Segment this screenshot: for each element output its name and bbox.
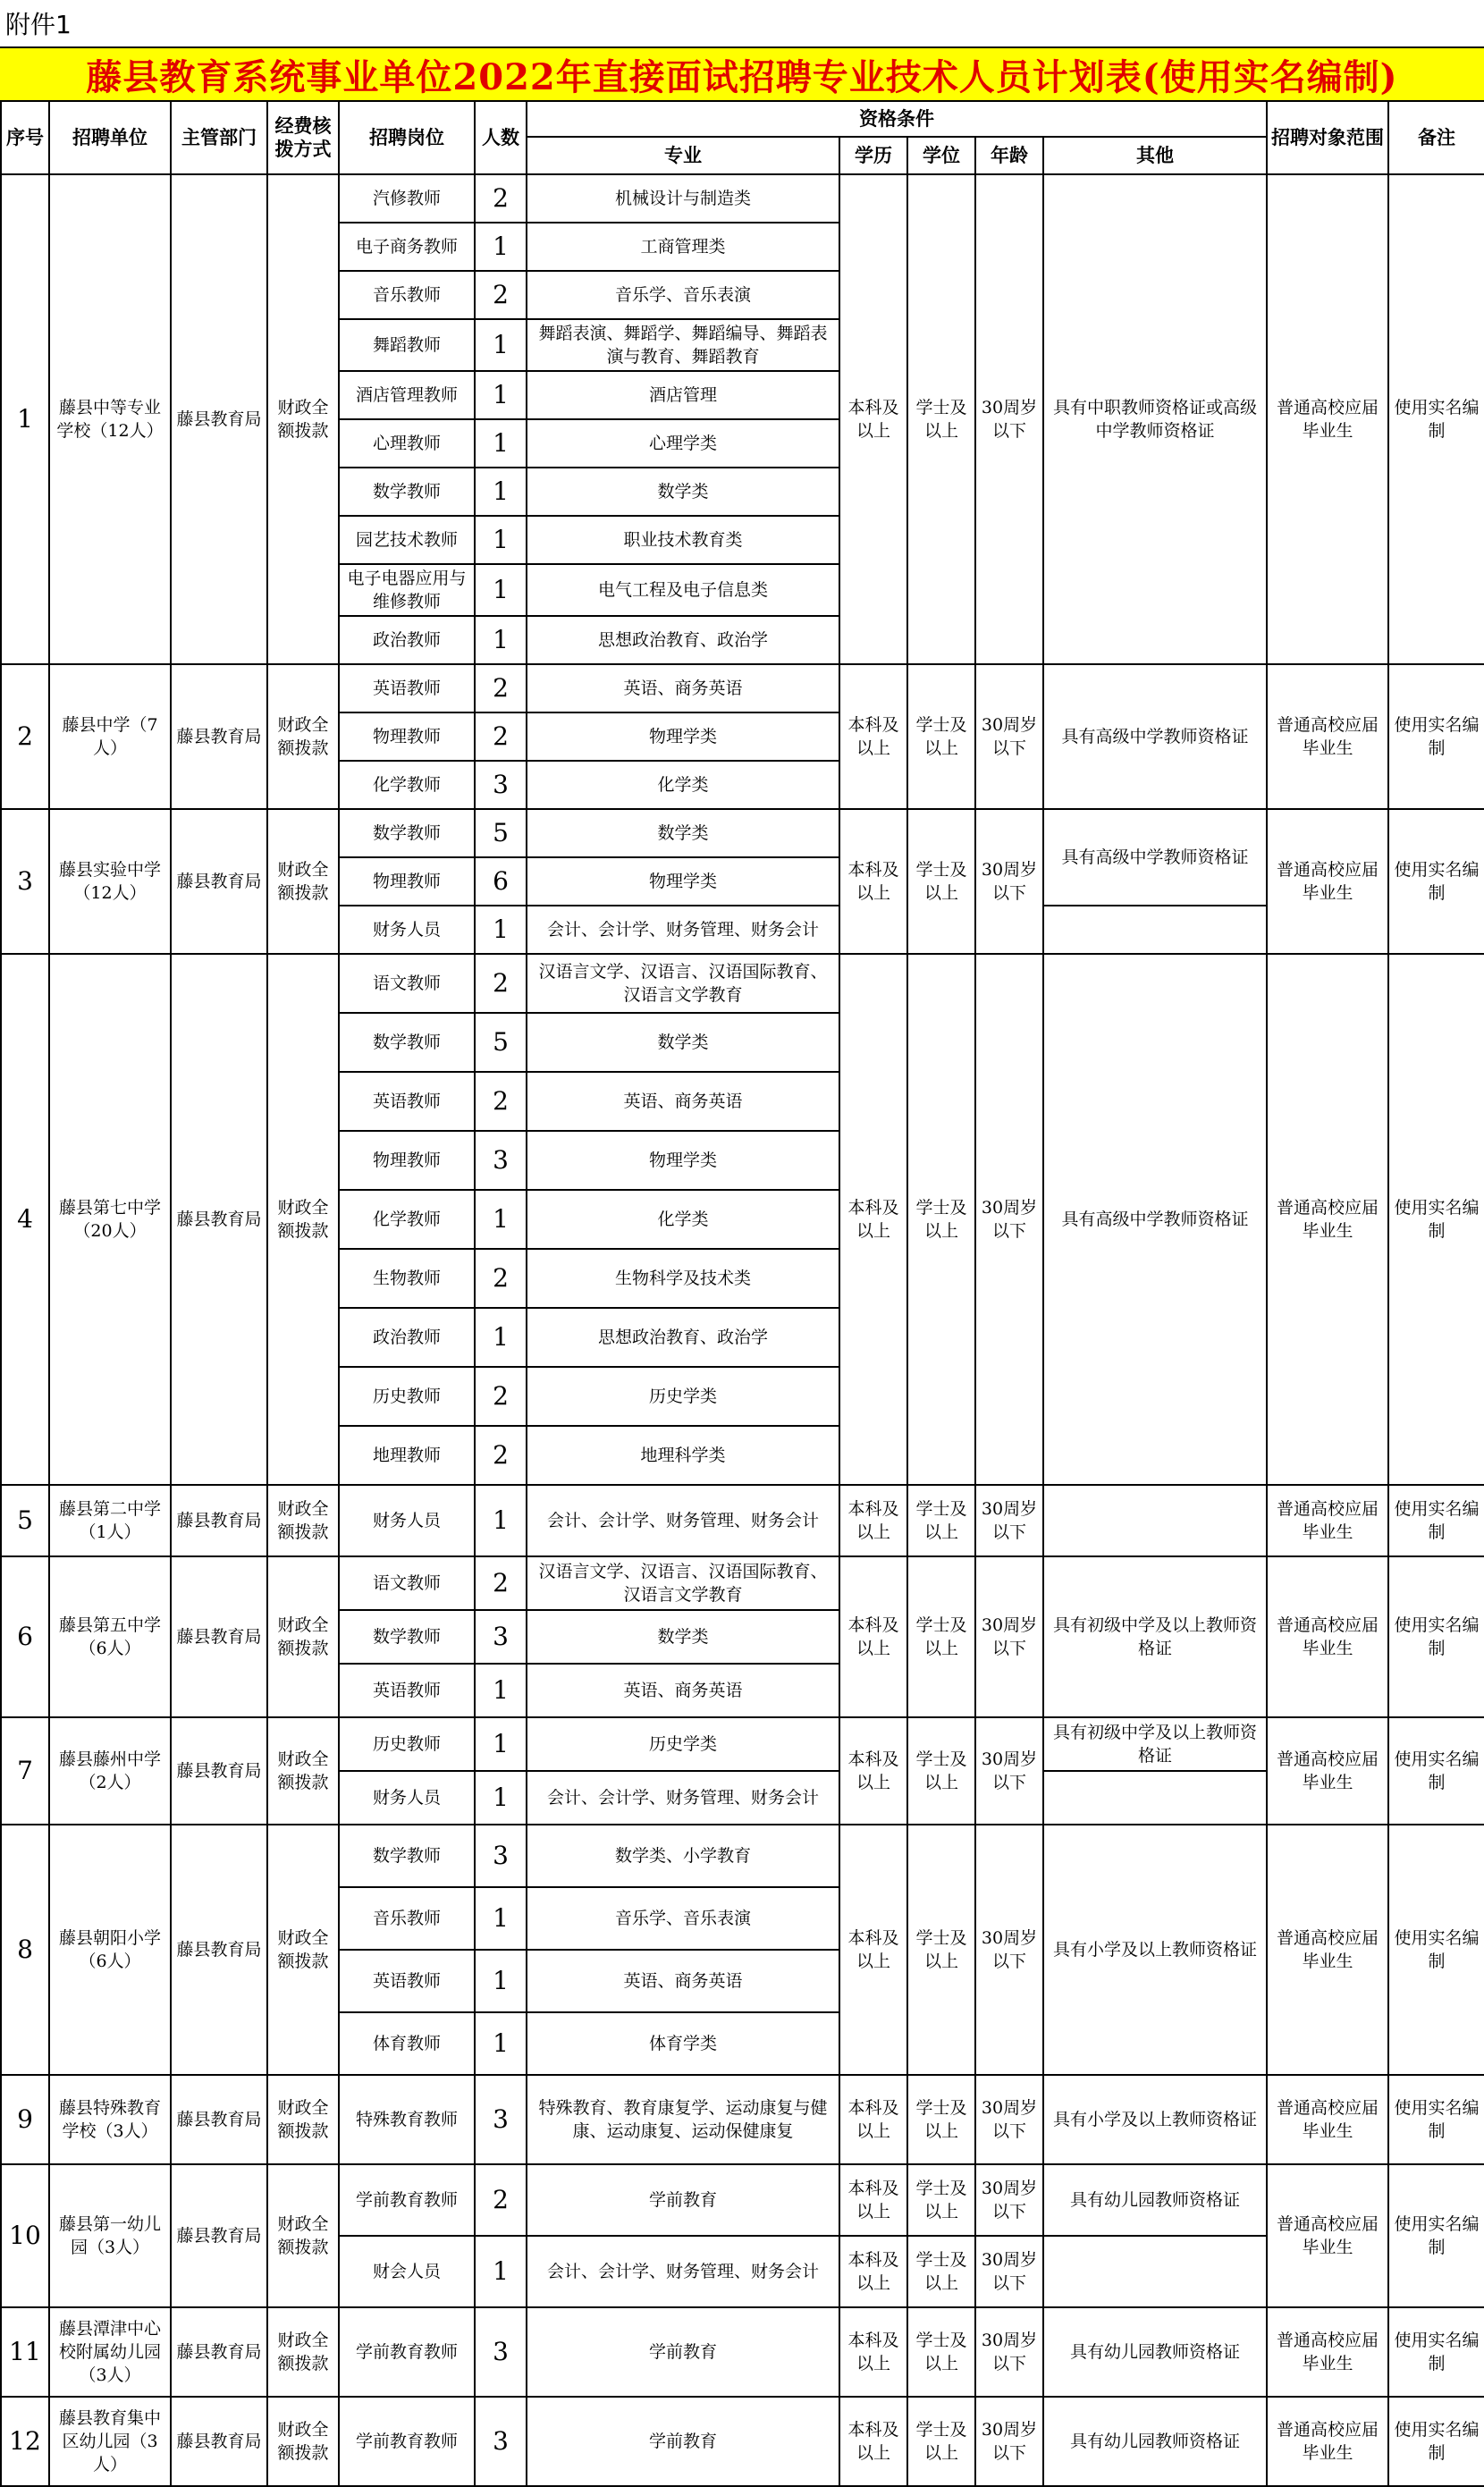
row-age: 30周岁以下 <box>975 1556 1043 1717</box>
row-post: 学前教育教师 <box>339 2307 475 2397</box>
row-post: 生物教师 <box>339 1249 475 1308</box>
row-education: 本科及以上 <box>839 174 907 664</box>
header-age: 年龄 <box>975 137 1043 174</box>
row-degree: 学士及以上 <box>907 2397 975 2486</box>
row-dept: 藤县教育局 <box>171 1825 267 2075</box>
row-funding: 财政全额拨款 <box>267 1825 339 2075</box>
row-post: 化学教师 <box>339 761 475 809</box>
row-note: 使用实名编制 <box>1388 2164 1484 2307</box>
row-note: 使用实名编制 <box>1388 1556 1484 1717</box>
row-post: 化学教师 <box>339 1190 475 1249</box>
row-seq: 6 <box>1 1556 49 1717</box>
row-post: 数学教师 <box>339 1610 475 1664</box>
header-dept: 主管部门 <box>171 101 267 174</box>
row-age: 30周岁以下 <box>975 2307 1043 2397</box>
row-count: 2 <box>475 954 527 1013</box>
header-other: 其他 <box>1043 137 1267 174</box>
row-education: 本科及以上 <box>839 2307 907 2397</box>
table-row <box>1 1825 1484 1887</box>
row-degree: 学士及以上 <box>907 1717 975 1825</box>
row-count: 3 <box>475 2075 527 2164</box>
header-note: 备注 <box>1388 101 1484 174</box>
row-scope: 普通高校应届毕业生 <box>1267 954 1388 1485</box>
row-scope: 普通高校应届毕业生 <box>1267 1717 1388 1825</box>
row-note: 使用实名编制 <box>1388 1825 1484 2075</box>
row-unit: 藤县第七中学（20人） <box>49 954 171 1485</box>
row-age: 30周岁以下 <box>975 2397 1043 2486</box>
row-count: 1 <box>475 319 527 371</box>
row-post: 特殊教育教师 <box>339 2075 475 2164</box>
row-post: 财会人员 <box>339 2236 475 2307</box>
row-degree: 学士及以上 <box>907 664 975 809</box>
row-count: 2 <box>475 1556 527 1610</box>
row-major: 英语、商务英语 <box>527 1072 839 1131</box>
row-major: 物理学类 <box>527 1131 839 1190</box>
row-post: 历史教师 <box>339 1717 475 1771</box>
row-other: 具有中职教师资格证或高级中学教师资格证 <box>1043 174 1267 664</box>
table-row <box>1 174 1484 223</box>
row-major: 学前教育 <box>527 2164 839 2236</box>
row-major: 心理学类 <box>527 419 839 468</box>
header-unit: 招聘单位 <box>49 101 171 174</box>
table-row <box>1 2307 1484 2397</box>
row-education: 本科及以上 <box>839 954 907 1485</box>
row-post: 英语教师 <box>339 664 475 712</box>
row-count: 1 <box>475 371 527 419</box>
row-major: 音乐学、音乐表演 <box>527 271 839 319</box>
row-unit: 藤县第一幼儿园（3人） <box>49 2164 171 2307</box>
row-post: 电子商务教师 <box>339 223 475 271</box>
row-other <box>1043 1771 1267 1825</box>
row-post: 汽修教师 <box>339 174 475 223</box>
row-major: 思想政治教育、政治学 <box>527 616 839 664</box>
row-degree: 学士及以上 <box>907 2307 975 2397</box>
row-post: 地理教师 <box>339 1426 475 1485</box>
row-funding: 财政全额拨款 <box>267 809 339 954</box>
header-qualification: 资格条件 <box>527 101 1267 137</box>
header-post: 招聘岗位 <box>339 101 475 174</box>
row-major: 汉语言文学、汉语言、汉语国际教育、汉语言文学教育 <box>527 1556 839 1610</box>
table-row <box>1 1717 1484 1771</box>
row-other <box>1043 906 1267 954</box>
row-post: 数学教师 <box>339 809 475 857</box>
row-funding: 财政全额拨款 <box>267 664 339 809</box>
row-post: 心理教师 <box>339 419 475 468</box>
row-scope: 普通高校应届毕业生 <box>1267 2164 1388 2307</box>
row-post: 语文教师 <box>339 954 475 1013</box>
row-post: 数学教师 <box>339 1825 475 1887</box>
row-unit: 藤县第二中学（1人） <box>49 1485 171 1556</box>
row-count: 3 <box>475 2307 527 2397</box>
row-age: 30周岁以下 <box>975 954 1043 1485</box>
row-education: 本科及以上 <box>839 2236 907 2307</box>
row-degree: 学士及以上 <box>907 174 975 664</box>
row-dept: 藤县教育局 <box>171 664 267 809</box>
row-age: 30周岁以下 <box>975 2075 1043 2164</box>
row-dept: 藤县教育局 <box>171 954 267 1485</box>
row-major: 学前教育 <box>527 2397 839 2486</box>
row-other: 具有小学及以上教师资格证 <box>1043 2075 1267 2164</box>
row-count: 6 <box>475 857 527 906</box>
row-other: 具有小学及以上教师资格证 <box>1043 1825 1267 2075</box>
row-dept: 藤县教育局 <box>171 2307 267 2397</box>
row-major: 电气工程及电子信息类 <box>527 564 839 616</box>
row-scope: 普通高校应届毕业生 <box>1267 174 1388 664</box>
row-degree: 学士及以上 <box>907 954 975 1485</box>
row-funding: 财政全额拨款 <box>267 2397 339 2486</box>
title-banner <box>0 46 1484 100</box>
header-scope: 招聘对象范围 <box>1267 101 1388 174</box>
row-other: 具有高级中学教师资格证 <box>1043 664 1267 809</box>
row-education: 本科及以上 <box>839 2164 907 2236</box>
row-note: 使用实名编制 <box>1388 1485 1484 1556</box>
row-dept: 藤县教育局 <box>171 809 267 954</box>
row-count: 1 <box>475 2236 527 2307</box>
row-post: 音乐教师 <box>339 271 475 319</box>
row-other: 具有初级中学及以上教师资格证 <box>1043 1556 1267 1717</box>
row-major: 音乐学、音乐表演 <box>527 1887 839 1950</box>
row-unit: 藤县朝阳小学（6人） <box>49 1825 171 2075</box>
row-major: 物理学类 <box>527 712 839 761</box>
row-note: 使用实名编制 <box>1388 809 1484 954</box>
row-major: 数学类 <box>527 468 839 516</box>
row-seq: 3 <box>1 809 49 954</box>
row-count: 2 <box>475 1072 527 1131</box>
row-degree: 学士及以上 <box>907 2075 975 2164</box>
row-education: 本科及以上 <box>839 1556 907 1717</box>
row-post: 体育教师 <box>339 2012 475 2075</box>
row-unit: 藤县潭津中心校附属幼儿园（3人） <box>49 2307 171 2397</box>
row-unit: 藤县第五中学（6人） <box>49 1556 171 1717</box>
row-major: 数学类 <box>527 1013 839 1072</box>
row-age: 30周岁以下 <box>975 174 1043 664</box>
row-major: 历史学类 <box>527 1367 839 1426</box>
attachment-label: 附件1 <box>5 10 72 39</box>
row-post: 财务人员 <box>339 906 475 954</box>
row-count: 1 <box>475 906 527 954</box>
row-post: 学前教育教师 <box>339 2397 475 2486</box>
row-unit: 藤县中等专业学校（12人） <box>49 174 171 664</box>
row-post: 英语教师 <box>339 1664 475 1717</box>
row-count: 1 <box>475 223 527 271</box>
row-seq: 10 <box>1 2164 49 2307</box>
row-post: 物理教师 <box>339 712 475 761</box>
header-degree: 学位 <box>907 137 975 174</box>
row-funding: 财政全额拨款 <box>267 1717 339 1825</box>
table-row <box>1 2397 1484 2486</box>
row-post: 物理教师 <box>339 857 475 906</box>
row-count: 2 <box>475 1249 527 1308</box>
row-count: 5 <box>475 1013 527 1072</box>
row-major: 化学类 <box>527 1190 839 1249</box>
row-post: 英语教师 <box>339 1072 475 1131</box>
row-post: 数学教师 <box>339 468 475 516</box>
row-age: 30周岁以下 <box>975 1717 1043 1825</box>
row-post: 财务人员 <box>339 1771 475 1825</box>
table-body <box>1 174 1484 2486</box>
row-count: 5 <box>475 809 527 857</box>
row-education: 本科及以上 <box>839 1825 907 2075</box>
row-post: 政治教师 <box>339 1308 475 1367</box>
row-scope: 普通高校应届毕业生 <box>1267 2397 1388 2486</box>
row-education: 本科及以上 <box>839 2397 907 2486</box>
row-post: 数学教师 <box>339 1013 475 1072</box>
row-major: 生物科学及技术类 <box>527 1249 839 1308</box>
row-seq: 5 <box>1 1485 49 1556</box>
row-note: 使用实名编制 <box>1388 174 1484 664</box>
row-dept: 藤县教育局 <box>171 2164 267 2307</box>
row-note: 使用实名编制 <box>1388 1717 1484 1825</box>
row-seq: 11 <box>1 2307 49 2397</box>
row-count: 1 <box>475 1771 527 1825</box>
row-major: 会计、会计学、财务管理、财务会计 <box>527 1771 839 1825</box>
row-dept: 藤县教育局 <box>171 1556 267 1717</box>
row-post: 电子电器应用与维修教师 <box>339 564 475 616</box>
row-post: 英语教师 <box>339 1950 475 2012</box>
row-dept: 藤县教育局 <box>171 2075 267 2164</box>
row-seq: 2 <box>1 664 49 809</box>
row-count: 3 <box>475 1825 527 1887</box>
row-major: 历史学类 <box>527 1717 839 1771</box>
row-post: 政治教师 <box>339 616 475 664</box>
row-count: 1 <box>475 1887 527 1950</box>
row-count: 2 <box>475 1367 527 1426</box>
row-post: 物理教师 <box>339 1131 475 1190</box>
row-scope: 普通高校应届毕业生 <box>1267 2075 1388 2164</box>
row-major: 职业技术教育类 <box>527 516 839 564</box>
row-post: 历史教师 <box>339 1367 475 1426</box>
row-funding: 财政全额拨款 <box>267 174 339 664</box>
row-count: 3 <box>475 2397 527 2486</box>
row-major: 汉语言文学、汉语言、汉语国际教育、汉语言文学教育 <box>527 954 839 1013</box>
row-seq: 4 <box>1 954 49 1485</box>
row-major: 学前教育 <box>527 2307 839 2397</box>
row-count: 3 <box>475 761 527 809</box>
row-other: 具有高级中学教师资格证 <box>1043 954 1267 1485</box>
row-count: 2 <box>475 712 527 761</box>
row-funding: 财政全额拨款 <box>267 954 339 1485</box>
row-major: 舞蹈表演、舞蹈学、舞蹈编导、舞蹈表演与教育、舞蹈教育 <box>527 319 839 371</box>
row-dept: 藤县教育局 <box>171 174 267 664</box>
row-post: 舞蹈教师 <box>339 319 475 371</box>
row-seq: 9 <box>1 2075 49 2164</box>
row-note: 使用实名编制 <box>1388 2307 1484 2397</box>
row-count: 1 <box>475 1308 527 1367</box>
row-count: 1 <box>475 419 527 468</box>
row-major: 化学类 <box>527 761 839 809</box>
row-degree: 学士及以上 <box>907 1825 975 2075</box>
row-post: 园艺技术教师 <box>339 516 475 564</box>
row-unit: 藤县特殊教育学校（3人） <box>49 2075 171 2164</box>
row-unit: 藤县中学（7人） <box>49 664 171 809</box>
row-other: 具有高级中学教师资格证 <box>1043 809 1267 906</box>
row-count: 1 <box>475 1950 527 2012</box>
row-age: 30周岁以下 <box>975 2236 1043 2307</box>
row-count: 1 <box>475 564 527 616</box>
row-scope: 普通高校应届毕业生 <box>1267 1485 1388 1556</box>
table-row <box>1 664 1484 712</box>
row-age: 30周岁以下 <box>975 664 1043 809</box>
row-education: 本科及以上 <box>839 1717 907 1825</box>
row-count: 1 <box>475 2012 527 2075</box>
row-degree: 学士及以上 <box>907 2164 975 2236</box>
row-post: 财务人员 <box>339 1485 475 1556</box>
table-header <box>1 101 1484 174</box>
row-count: 2 <box>475 271 527 319</box>
row-count: 2 <box>475 2164 527 2236</box>
header-education: 学历 <box>839 137 907 174</box>
row-education: 本科及以上 <box>839 664 907 809</box>
row-note: 使用实名编制 <box>1388 2397 1484 2486</box>
row-post: 酒店管理教师 <box>339 371 475 419</box>
row-other: 具有幼儿园教师资格证 <box>1043 2397 1267 2486</box>
row-count: 1 <box>475 468 527 516</box>
table-row <box>1 2075 1484 2164</box>
row-funding: 财政全额拨款 <box>267 1556 339 1717</box>
row-count: 1 <box>475 1485 527 1556</box>
row-count: 2 <box>475 664 527 712</box>
row-funding: 财政全额拨款 <box>267 2075 339 2164</box>
table-row <box>1 2164 1484 2236</box>
row-education: 本科及以上 <box>839 1485 907 1556</box>
row-other <box>1043 2236 1267 2307</box>
row-age: 30周岁以下 <box>975 1485 1043 1556</box>
row-degree: 学士及以上 <box>907 1485 975 1556</box>
row-seq: 1 <box>1 174 49 664</box>
row-major: 会计、会计学、财务管理、财务会计 <box>527 2236 839 2307</box>
row-education: 本科及以上 <box>839 809 907 954</box>
row-major: 数学类、小学教育 <box>527 1825 839 1887</box>
page-title: 藤县教育系统事业单位2022年直接面试招聘专业技术人员计划表(使用实名编制) <box>86 55 1398 98</box>
table-row <box>1 954 1484 1013</box>
row-post: 语文教师 <box>339 1556 475 1610</box>
row-count: 3 <box>475 1610 527 1664</box>
row-post: 音乐教师 <box>339 1887 475 1950</box>
row-major: 工商管理类 <box>527 223 839 271</box>
row-age: 30周岁以下 <box>975 2164 1043 2236</box>
row-count: 3 <box>475 1131 527 1190</box>
row-note: 使用实名编制 <box>1388 664 1484 809</box>
row-degree: 学士及以上 <box>907 809 975 954</box>
row-age: 30周岁以下 <box>975 809 1043 954</box>
row-note: 使用实名编制 <box>1388 2075 1484 2164</box>
row-count: 1 <box>475 616 527 664</box>
row-dept: 藤县教育局 <box>171 2397 267 2486</box>
row-note: 使用实名编制 <box>1388 954 1484 1485</box>
row-major: 数学类 <box>527 809 839 857</box>
row-major: 酒店管理 <box>527 371 839 419</box>
row-count: 1 <box>475 516 527 564</box>
row-major: 会计、会计学、财务管理、财务会计 <box>527 906 839 954</box>
row-major: 英语、商务英语 <box>527 1950 839 2012</box>
row-count: 1 <box>475 1717 527 1771</box>
row-unit: 藤县实验中学（12人） <box>49 809 171 954</box>
row-unit: 藤县教育集中区幼儿园（3人） <box>49 2397 171 2486</box>
row-major: 会计、会计学、财务管理、财务会计 <box>527 1485 839 1556</box>
row-seq: 12 <box>1 2397 49 2486</box>
row-post: 学前教育教师 <box>339 2164 475 2236</box>
row-other: 具有初级中学及以上教师资格证 <box>1043 1717 1267 1771</box>
row-degree: 学士及以上 <box>907 2236 975 2307</box>
row-scope: 普通高校应届毕业生 <box>1267 1825 1388 2075</box>
table-row <box>1 1485 1484 1556</box>
row-scope: 普通高校应届毕业生 <box>1267 809 1388 954</box>
row-seq: 8 <box>1 1825 49 2075</box>
row-dept: 藤县教育局 <box>171 1485 267 1556</box>
row-funding: 财政全额拨款 <box>267 2164 339 2307</box>
row-major: 特殊教育、教育康复学、运动康复与健康、运动康复、运动保健康复 <box>527 2075 839 2164</box>
header-seq: 序号 <box>1 101 49 174</box>
row-major: 地理科学类 <box>527 1426 839 1485</box>
row-funding: 财政全额拨款 <box>267 1485 339 1556</box>
recruitment-table-container <box>0 100 1484 2487</box>
header-count: 人数 <box>475 101 527 174</box>
row-seq: 7 <box>1 1717 49 1825</box>
row-major: 英语、商务英语 <box>527 1664 839 1717</box>
row-count: 1 <box>475 1190 527 1249</box>
recruitment-table <box>0 100 1484 2487</box>
table-row <box>1 809 1484 857</box>
row-other: 具有幼儿园教师资格证 <box>1043 2307 1267 2397</box>
row-dept: 藤县教育局 <box>171 1717 267 1825</box>
header-major: 专业 <box>527 137 839 174</box>
row-other <box>1043 1485 1267 1556</box>
row-count: 2 <box>475 174 527 223</box>
row-major: 英语、商务英语 <box>527 664 839 712</box>
row-major: 体育学类 <box>527 2012 839 2075</box>
row-major: 物理学类 <box>527 857 839 906</box>
row-major: 机械设计与制造类 <box>527 174 839 223</box>
row-count: 1 <box>475 1664 527 1717</box>
row-other: 具有幼儿园教师资格证 <box>1043 2164 1267 2236</box>
row-scope: 普通高校应届毕业生 <box>1267 664 1388 809</box>
row-funding: 财政全额拨款 <box>267 2307 339 2397</box>
row-count: 2 <box>475 1426 527 1485</box>
row-age: 30周岁以下 <box>975 1825 1043 2075</box>
row-major: 思想政治教育、政治学 <box>527 1308 839 1367</box>
row-scope: 普通高校应届毕业生 <box>1267 1556 1388 1717</box>
header-funding: 经费核拨方式 <box>267 101 339 174</box>
row-major: 数学类 <box>527 1610 839 1664</box>
row-education: 本科及以上 <box>839 2075 907 2164</box>
row-degree: 学士及以上 <box>907 1556 975 1717</box>
row-unit: 藤县藤州中学（2人） <box>49 1717 171 1825</box>
row-scope: 普通高校应届毕业生 <box>1267 2307 1388 2397</box>
table-row <box>1 1556 1484 1610</box>
